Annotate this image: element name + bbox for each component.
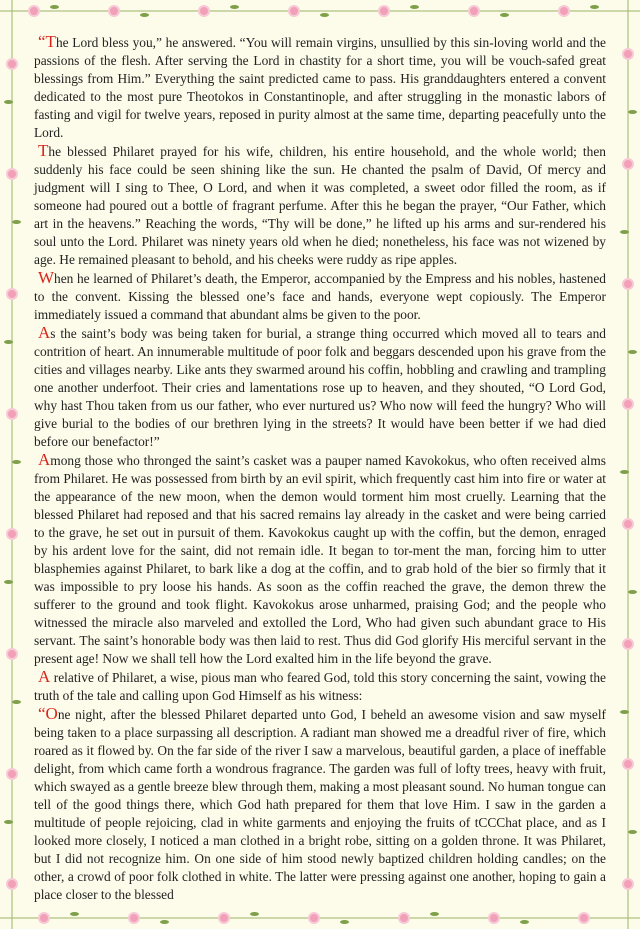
paragraph-4	[34, 324, 606, 451]
floral-border-left	[0, 0, 24, 929]
paragraph-text: mong those who thronged the saint’s casket was a pauper named Kavokokus, who often received alms from Philaret. He was possessed from birth by an evil spirit, which frequently cast him into fire or water at the appearance of the new moon, when the demon would torment him most cruelly. Learning that the blessed Philaret had reposed and that his sacred remains lay already in the casket and were being carried to the grave, he set out in pursuit of them. Kavokokus caught up with the coffin, but the demon, enraged by his ardent love for the saint, did not remain idle. It began to tor-ment the man, forcing him to utter blasphemies against Philaret, to bark like a dog at the coffin, and to grab hold of the bier so firmly that it was impossible to pry loose his hands. As soon as the coffin reached the grave, the demon threw the sufferer to the ground and took flight. Kavokokus arose unharmed, praising God; and the people who witnessed the miracle also marveled and extolled the Lord, Who had given such abundant grace to His servant. The saint’s honorable body was then laid to rest. Thus did God glorify His merciful servant in the present age! Now we shall tell how the Lord exalted him in the life beyond the grave.	[34, 453, 606, 666]
paragraph-text: he blessed Philaret prayed for his wife, children, his entire household, and the whole world; then suddenly his face could be seen shining like the sun. He chanted the psalm of David, Of mercy and judgment will I sing to Thee, O Lord, and when it was completed, a sweet odor filled the room, as if someone had poured out a bottle of fragrant perfume. After this he began the prayer, “Our Father, which art in the heavens.” Reaching the words, “Thy will be done,” he lifted up his arms and sur-rendered his soul unto the Lord. Philaret was ninety years old when he died; nonetheless, his face was not wizened by age. He remained pleasant to behold, and his cheeks were ruddy as ripe apples.	[34, 144, 606, 267]
paragraph-5	[34, 451, 606, 668]
drop-initial: A	[38, 450, 51, 469]
floral-border-bottom	[0, 907, 640, 929]
drop-initial: “O	[38, 704, 58, 723]
paragraph-text: s the saint’s body was being taken for burial, a strange thing occurred which moved all to tears and contrition of heart. An innumerable multitude of poor folk and beggars descended upon his grave from the cities and villages nearby. Like ants they swarmed around his coffin, hobbling and crawling and trampling one another underfoot. Their cries and lamentations rose up to heaven, and they shouted, “O Lord God, why hast Thou taken from us our father, who ever nurtured us? Who now will feed the hungry? Who will give burial to the bodies of our brethren lying in the streets? It would have been better if we had died before our benefactor!”	[34, 326, 606, 449]
paragraph-text: relative of Philaret, a wise, pious man who feared God, told this story concerning the saint, vowing the truth of the tale and calling upon God Himself as his witness:	[34, 670, 606, 703]
paragraph-7	[34, 705, 606, 904]
floral-border-top	[0, 0, 640, 22]
drop-initial: “T	[38, 32, 56, 51]
paragraph-text: ne night, after the blessed Philaret departed unto God, I beheld an awesome vision and saw myself being taken to a place surpassing all description. A radiant man showed me a dreadful river of fire, which roared as it flowed by. On the far side of the river I saw a marvelous, beautiful garden, a place of ineffable delight, from which came forth a wondrous fragrance. The garden was full of lofty trees, heavy with fruit, which swayed as a gentle breeze blew through them, making a most pleasant sound. No human tongue can tell of the good things there, which God hath prepared for them that love Him. I saw in the garden a multitude of people rejoicing, clad in white garments and enjoying the fruits of tCCChat place, and as I looked more closely, I noticed a man clothed in a bright robe, sitting on a golden throne. It was Philaret, but I did not recognize him. On one side of him stood newly baptized children holding candles; on the other, a crowd of poor folk clothed in white. The latter were pressing against one another, hoping to gain a place closer to the blessed	[34, 707, 606, 902]
paragraph-3	[34, 269, 606, 324]
body-text	[34, 33, 606, 904]
drop-initial: T	[38, 141, 49, 160]
paragraph-text: he Lord bless you,” he answered. “You will remain virgins, unsullied by this sin-loving world and the passions of the flesh. After serving the Lord in chastity for a short time, you will be vouch-safed great blessings from Him.” Everything the saint predicted came to pass. His granddaughters entered a convent dedicated to the most pure Theotokos in Constantinople, and after struggling in the monastic labors of fasting and vigil for twelve years, reposed in purity almost at the same time, departing peacefully unto the Lord.	[34, 35, 606, 140]
floral-border-right	[616, 0, 640, 929]
paragraph-text: hen he learned of Philaret’s death, the Emperor, accompanied by the Empress and his nobles, hastened to the convent. Kissing the blessed one’s face and hands, everyone wept copiously. The Emperor immediately issued a command that abundant alms be given to the poor.	[34, 271, 606, 322]
drop-initial: W	[38, 268, 55, 287]
paragraph-6	[34, 668, 606, 705]
paragraph-2	[34, 142, 606, 269]
paragraph-1	[34, 33, 606, 142]
drop-initial: A	[38, 667, 51, 686]
drop-initial: A	[38, 323, 51, 342]
